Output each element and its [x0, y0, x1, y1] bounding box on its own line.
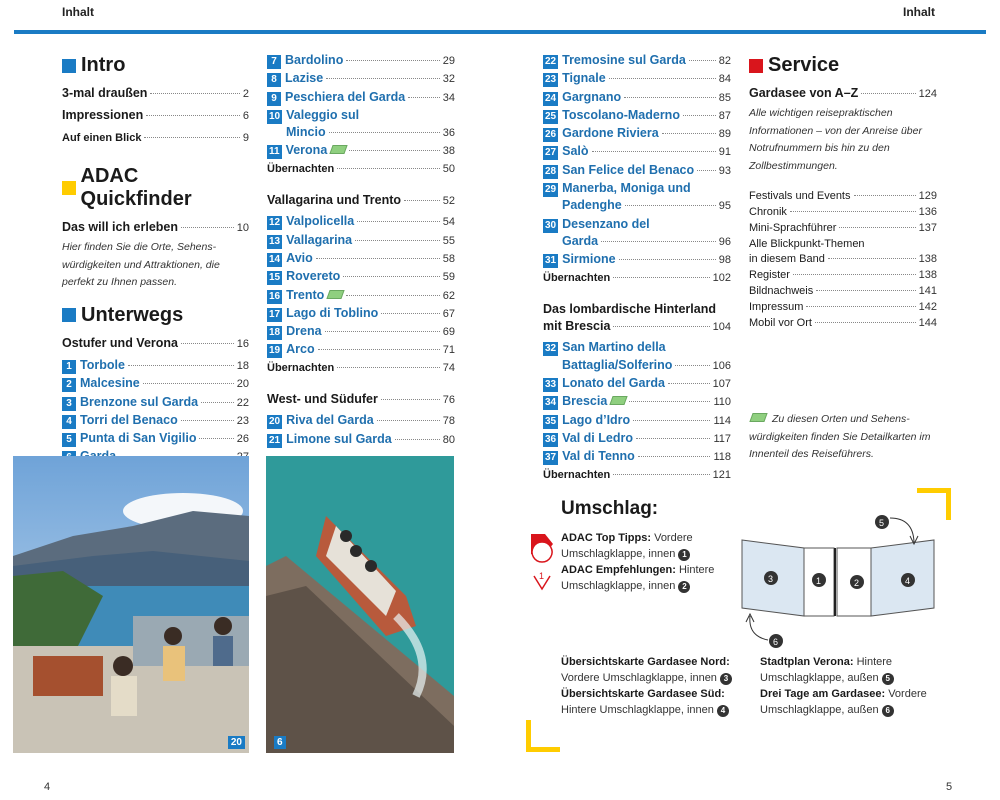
toc-row[interactable]: Übernachten 102	[543, 271, 731, 284]
legend-sued: Übersichtskarte Gardasee Süd: Hintere Umschlagklappe, innen 4	[561, 686, 761, 718]
toc-entry[interactable]: 24 Gargnano 85	[545, 89, 731, 104]
legend-drei-tage: Drei Tage am Gardasee: Vordere Umschlagklappe, außen 6	[760, 688, 927, 716]
toc-entry[interactable]: 23 Tignale 84	[545, 71, 731, 86]
toc-entry[interactable]: 36 Val di Ledro 117	[545, 430, 731, 445]
toc-entry[interactable]: 31 Sirmione 98	[545, 252, 731, 267]
toc-entry[interactable]: 20 Riva del Garda 78	[269, 413, 455, 428]
toc-row[interactable]: Das will ich erleben 10	[62, 219, 249, 234]
toc-entry[interactable]: 26 Gardone Riviera 89	[545, 126, 731, 141]
legend-verona: Stadtplan Verona: Hintere Umschlagklappe, außen 5	[760, 656, 893, 684]
toc-entry[interactable]: 11 Verona 38	[269, 143, 455, 158]
toc-row[interactable]: Übernachten 121	[543, 468, 731, 481]
toc-row[interactable]: Impressum 142	[749, 300, 937, 313]
column-2	[267, 52, 455, 449]
photo-number: 20	[228, 736, 245, 749]
map-icon	[610, 396, 628, 405]
legend-top-tipps: ADAC Top Tipps: Vordere Umschlagklappe, innen 1	[561, 532, 693, 560]
toc-entry[interactable]: 37 Val di Tenno 118	[545, 449, 731, 464]
svg-text:5: 5	[879, 518, 885, 528]
toc-entry[interactable]: 30 Desenzano del	[545, 216, 650, 231]
toc-row[interactable]: Mini-Sprachführer 137	[749, 221, 937, 234]
toc-entry[interactable]: 17 Lago di Toblino 67	[269, 305, 455, 320]
toc-entry[interactable]: 5 Punta di San Vigilio 26	[62, 430, 249, 448]
svg-text:6: 6	[773, 637, 779, 647]
toc-entry[interactable]: 33 Lonato del Garda 107	[545, 376, 731, 391]
toc-entry[interactable]: 4 Torri del Benaco 23	[62, 412, 249, 430]
toc-entry[interactable]: 3 Brenzone sul Garda 22	[62, 394, 249, 412]
toc-row[interactable]: Bildnachweis 141	[749, 285, 937, 298]
marker-6: 6	[882, 705, 894, 717]
section-title: Intro	[81, 54, 126, 76]
toc-entry-cont[interactable]: Battaglia/Solferino 106	[562, 357, 731, 372]
section-intro	[62, 54, 249, 77]
section-unterwegs	[62, 304, 249, 327]
corner-mark-bottom-left	[526, 720, 560, 752]
map-icon	[327, 290, 345, 299]
toc-entry[interactable]: 29 Manerba, Moniga und	[545, 181, 691, 196]
column-3	[543, 52, 731, 484]
cover-fold-diagram	[738, 508, 938, 648]
toc-entry[interactable]: 18 Drena 69	[269, 324, 455, 339]
page-number-right: 5	[946, 781, 953, 793]
legend-nord: Übersichtskarte Gardasee Nord: Vordere Umschlagklappe, innen 3	[561, 654, 761, 686]
toc-entry-cont[interactable]: Garda 96	[562, 233, 731, 248]
toc-entry[interactable]: 7 Bardolino 29	[267, 52, 455, 70]
section-marker	[749, 59, 763, 73]
toc-entry[interactable]: 13 Vallagarina 55	[269, 232, 455, 247]
toc-entry-cont[interactable]: Mincio 36	[286, 125, 455, 140]
toc-entry[interactable]: 2 Malcesine 20	[62, 375, 249, 393]
section-service	[749, 54, 937, 77]
toc-entry[interactable]: 25 Toscolano-Maderno 87	[545, 107, 731, 122]
quickfinder-description: Hier finden Sie die Orte, Sehenswürdigkeiten und Attraktionen, die perfekt zu Ihnen passen.	[62, 241, 220, 289]
toc-row[interactable]: Chronik 136	[749, 206, 937, 219]
toc-entry[interactable]: 27 Salò 91	[545, 144, 731, 159]
toc-entry-cont[interactable]: Padenghe 95	[562, 198, 731, 213]
marker-2: 2	[678, 581, 690, 593]
column-service	[749, 54, 937, 464]
toc-row[interactable]: Impressionen 6	[62, 108, 249, 123]
toc-entry[interactable]: 9 Peschiera del Garda 34	[267, 89, 455, 107]
toc-region-row[interactable]: Ostufer und Verona 16	[62, 335, 249, 350]
toc-row[interactable]: Alle Blickpunkt-Themen	[749, 237, 865, 250]
toc-row[interactable]: Gardasee von A–Z 124	[749, 86, 937, 100]
toc-entry[interactable]: 19 Arco 71	[269, 342, 455, 357]
toc-entry[interactable]: 21 Limone sul Garda 80	[269, 431, 455, 446]
toc-row[interactable]: Register 138	[749, 269, 937, 282]
toc-entry[interactable]: 35 Lago d’Idro 114	[545, 412, 731, 427]
page-number-left: 4	[44, 781, 51, 793]
corner-mark-top-right	[917, 488, 951, 520]
marker-4: 4	[717, 705, 729, 717]
toc-entry[interactable]: 15 Rovereto 59	[269, 269, 455, 284]
svg-text:4: 4	[905, 576, 911, 586]
section-quickfinder	[62, 165, 249, 211]
toc-entry[interactable]: 32 San Martino della	[545, 340, 666, 355]
svg-text:1: 1	[539, 571, 545, 581]
section-marker	[62, 59, 76, 73]
toc-entry[interactable]: 8 Lazise 32	[267, 70, 455, 88]
marker-1: 1	[678, 549, 690, 561]
svg-text:3: 3	[768, 574, 774, 584]
toc-row[interactable]: Übernachten 50	[267, 162, 455, 175]
section-marker	[62, 308, 76, 322]
toc-entry[interactable]: 22 Tremosine sul Garda 82	[545, 53, 731, 67]
photo-boat	[266, 456, 454, 753]
map-icon	[330, 145, 348, 154]
umschlag-title: Umschlag:	[561, 498, 659, 519]
photo-terrace-image	[13, 456, 249, 753]
photo-terrace	[13, 456, 249, 753]
toc-entry[interactable]: 14 Avio 58	[269, 250, 455, 265]
toc-region-row[interactable]: West- und Südufer 76	[267, 392, 455, 407]
marker-3: 3	[720, 673, 732, 685]
toc-entry[interactable]: 1 Torbole 18	[62, 357, 249, 375]
toc-row[interactable]: Mobil vor Ort 144	[749, 316, 937, 329]
toc-entry[interactable]: 12 Valpolicella 54	[269, 214, 455, 229]
toc-row[interactable]: in diesem Band 138	[749, 253, 937, 266]
svg-text:1: 1	[816, 576, 822, 586]
section-title: Service	[768, 54, 840, 76]
toc-row[interactable]: Übernachten 74	[267, 361, 455, 374]
toc-region-row[interactable]: Das lombardische Hinterland	[543, 301, 716, 316]
toc-entry[interactable]: 16 Trento 62	[269, 287, 455, 302]
map-icon	[749, 413, 767, 422]
toc-row[interactable]: Festivals und Events 129	[749, 190, 937, 203]
photo-number: 6	[274, 736, 286, 749]
section-marker	[62, 181, 76, 195]
photo-boat-image	[266, 456, 454, 753]
toc-row[interactable]: Auf einen Blick 9	[62, 131, 249, 144]
legend-empfehlungen: ADAC Empfehlungen: Hintere Umschlagklappe, innen 2	[561, 564, 715, 592]
map-note: Zu diesen Orten und Sehenswürdigkeiten finden Sie Detailkarten im Innenteil des Reiseführers.	[749, 413, 931, 461]
top-tipp-icon	[529, 532, 555, 592]
toc-row[interactable]: 3-mal draußen 2	[62, 86, 249, 100]
service-description: Alle wichtigen reisepraktischen Informationen – von der Anreise über Notrufnummern bis hin zu den Zollbestimmungen.	[749, 107, 922, 172]
section-title: Unterwegs	[81, 303, 184, 326]
toc-entry[interactable]: 10 Valeggio sul	[269, 107, 360, 122]
header-rule	[14, 30, 986, 34]
column-1	[62, 54, 249, 467]
marker-5: 5	[882, 673, 894, 685]
toc-entry[interactable]: 28 San Felice del Benaco 93	[545, 162, 731, 177]
toc-region-row[interactable]: Vallagarina und Trento 52	[267, 193, 455, 208]
toc-entry[interactable]: 34 Brescia 110	[545, 394, 731, 409]
header-left: Inhalt	[62, 5, 94, 19]
toc-region-row-cont[interactable]: mit Brescia 104	[543, 319, 731, 334]
svg-text:2: 2	[854, 578, 860, 588]
header-right: Inhalt	[903, 5, 935, 19]
section-title: ADAC Quickfinder	[80, 164, 192, 210]
